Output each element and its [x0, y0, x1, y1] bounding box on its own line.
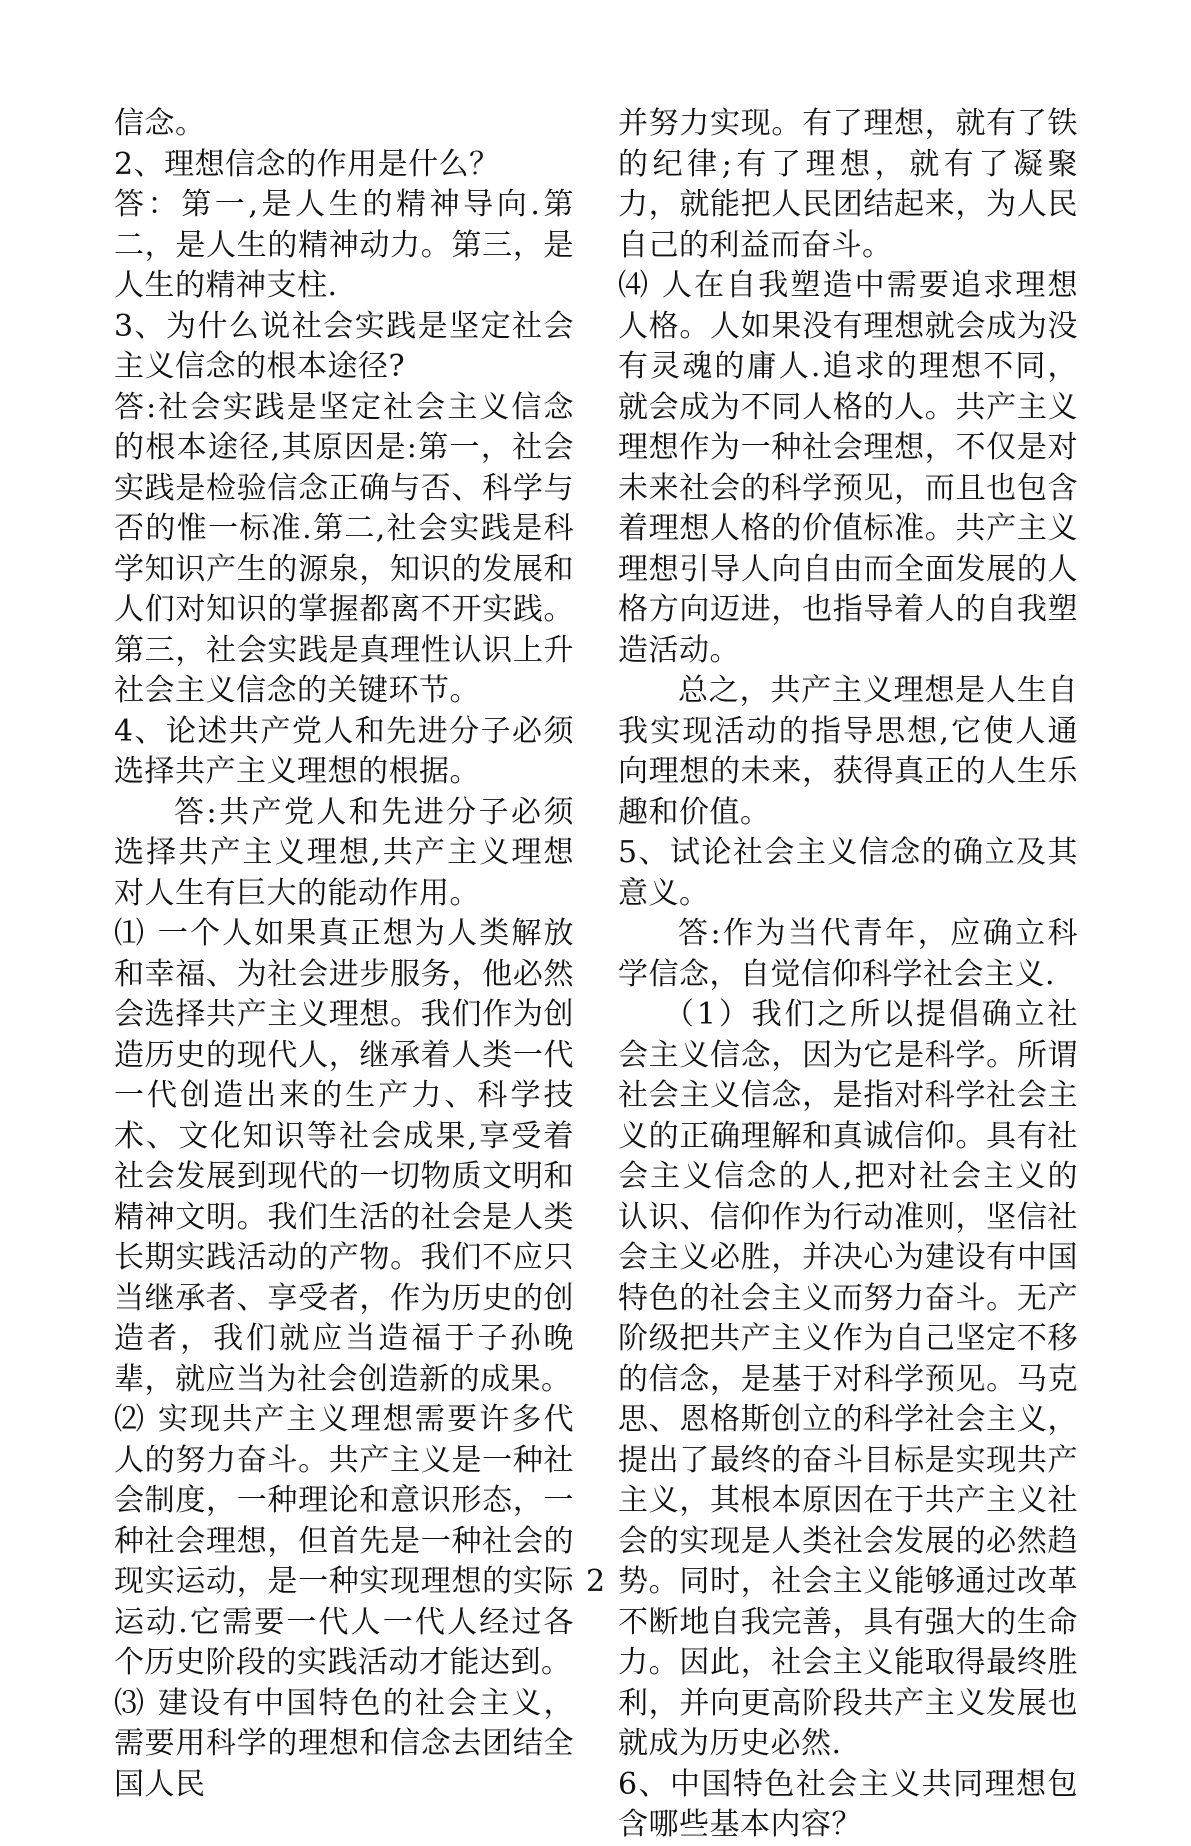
answer-3: 答:社会实践是坚定社会主义信念的根本途径,其原因是:第一，社会实践是检验信念正确与否、科学与否的惟一标准.第二,社会实践是科学知识产生的源泉，知识的发展和人们对知识的掌握都离不开实践。第三，社会实践是真理性认识上升社会主义信念的关键环节。	[114, 389, 574, 708]
left-column	[114, 104, 574, 1805]
answer-4-point-4: ⑷ 人在自我塑造中需要追求理想人格。人如果没有理想就会成为没有灵魂的庸人.追求的理想不同，就会成为不同人格的人。共产主义理想作为一种社会理想，不仅是对未来社会的科学预见，而且也包含着理想人格的价值标准。共产主义理想引导人向自由而全面发展的人格方向迈进，也指导着人的自我塑造活动。	[618, 268, 1078, 668]
question-6: 6、中国特色社会主义共同理想包含哪些基本内容？	[618, 1766, 1078, 1842]
question-5: 5、试论社会主义信念的确立及其意义。	[618, 835, 1078, 911]
answer-4-summary: 总之，共产主义理想是人生自我实现活动的指导思想,它使人通向理想的未来，获得真正的人生乐趣和价值。	[618, 673, 1078, 830]
answer-4-intro: 答:共产党人和先进分子必须选择共产主义理想,共产主义理想对人生有巨大的能动作用。	[114, 794, 574, 911]
question-2: 2、理想信念的作用是什么？	[114, 146, 500, 182]
answer-4-point-3-continued: 并努力实现。有了理想，就有了铁的纪律;有了理想，就有了凝聚力，就能把人民团结起来，为人民自己的利益而奋斗。	[618, 106, 1078, 263]
answer-2: 答：第一,是人生的精神导向.第二，是人生的精神动力。第三，是人生的精神支柱.	[114, 187, 574, 303]
answer-5-intro: 答:作为当代青年，应确立科学信念，自觉信仰科学社会主义.	[618, 916, 1078, 992]
answer-4-point-1: ⑴ 一个人如果真正想为人类解放和幸福、为社会进步服务，他必然会选择共产主义理想。我们作为创造历史的现代人，继承着人类一代一代创造出来的生产力、科学技术、文化知识等社会成果,享受着社会发展到现代的一切物质文明和精神文明。我们生活的社会是人类长期实践活动的产物。我们不应只当继承者、享受者，作为历史的创造者，我们就应当造福于子孙晚辈，就应当为社会创造新的成果。	[114, 916, 574, 1397]
question-3: 3、为什么说社会实践是坚定社会主义信念的根本途径?	[114, 308, 574, 384]
answer-4-point-3: ⑶ 建设有中国特色的社会主义，需要用科学的理想和信念去团结全国人民	[114, 1685, 574, 1802]
paragraph-continuation: 信念。	[114, 106, 206, 141]
answer-4-point-2: ⑵ 实现共产主义理想需要许多代人的努力奋斗。共产主义是一种社会制度，一种理论和意识形态，一种社会理想，但首先是一种社会的现实运动，是一种实现理想的实际运动.它需要一代人一代人经过各个历史阶段的实践活动才能达到。	[114, 1402, 574, 1680]
answer-5-point-1: （1）我们之所以提倡确立社会主义信念，因为它是科学。所谓社会主义信念，是指对科学社会主义的正确理解和真诚信仰。具有社会主义信念的人,把对社会主义的认识、信仰作为行动准则，坚信社会主义必胜，并决心为建设有中国特色的社会主义而努力奋斗。无产阶级把共产主义作为自己坚定不移的信念，是基于对科学预见。马克思、恩格斯创立的科学社会主义，提出了最终的奋斗目标是实现共产主义，其根本原因在于共产主义社会的实现是人类社会发展的必然趋势。同时，社会主义能够通过改革不断地自我完善，具有强大的生命力。因此，社会主义能取得最终胜利，并向更高阶段共产主义发展也就成为历史必然.	[618, 997, 1078, 1761]
question-4: 4、论述共产党人和先进分子必须选择共产主义理想的根据。	[114, 713, 574, 789]
page-number: 2	[585, 1564, 606, 1599]
